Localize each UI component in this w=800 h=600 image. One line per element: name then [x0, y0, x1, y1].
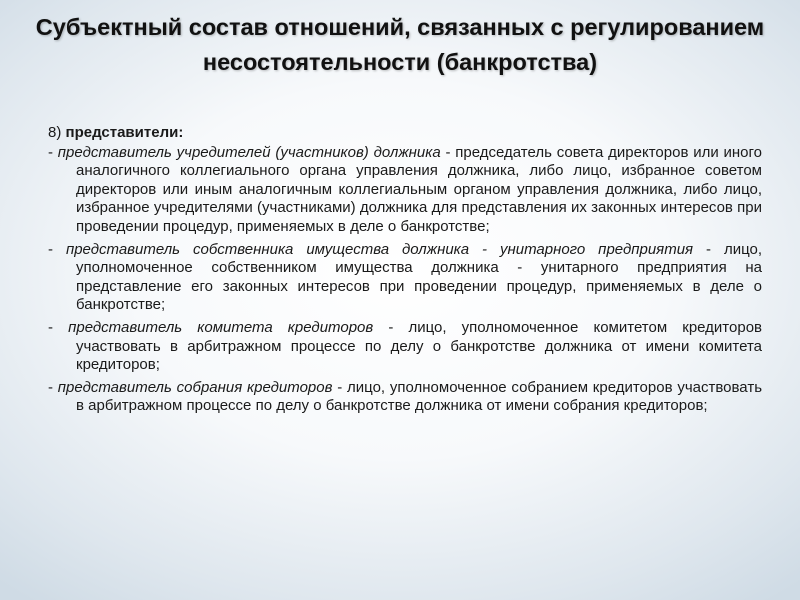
slide-title: Субъектный состав отношений, связанных с регулированием несостоятельности (банкротства)	[35, 14, 765, 75]
list-item-committee-representative	[48, 319, 762, 375]
item-definition: - председатель совета директоров или иного аналогичного коллегиального органа управления должника, либо лицо, избранное советом директоров или иным аналогичным коллегиальным органом управления должника, либо лицо, избранное учредителями (участниками) должника для представления их законных интересов при проведении процедур, применяемых в деле о банкротстве;	[76, 143, 762, 235]
item-definition: - лицо, уполномоченное комитетом кредиторов участвовать в арбитражном процессе по делу о банкротстве должника от имени комитета кредиторов;	[76, 318, 762, 374]
list-item-owner-representative	[48, 241, 762, 315]
item-term: представитель собственника имущества должника - унитарного предприятия	[65, 240, 694, 258]
item-term: представитель собрания кредиторов	[57, 378, 333, 396]
item-definition: - лицо, уполномоченное собранием кредиторов участвовать в арбитражном процессе по делу о банкротстве должника от имени собрания кредиторов;	[76, 378, 763, 415]
section-heading	[48, 124, 762, 143]
slide-content	[48, 124, 762, 420]
item-dash: -	[48, 318, 53, 336]
section-heading-text: представители:	[65, 124, 184, 141]
list-item-founders-representative	[48, 144, 762, 237]
item-dash: -	[48, 378, 53, 396]
item-term: представитель учредителей (участников) должника	[57, 143, 441, 161]
item-dash: -	[48, 240, 53, 258]
item-definition: - лицо, уполномоченное собственником имущества должника - унитарного предприятия на представление его законных интересов при проведении процедур, применяемых в деле о банкротстве;	[76, 240, 763, 314]
item-term: представитель комитета кредиторов	[68, 318, 374, 336]
section-number: 8)	[48, 124, 62, 141]
list-item-meeting-representative	[48, 379, 762, 416]
item-dash: -	[48, 143, 53, 161]
